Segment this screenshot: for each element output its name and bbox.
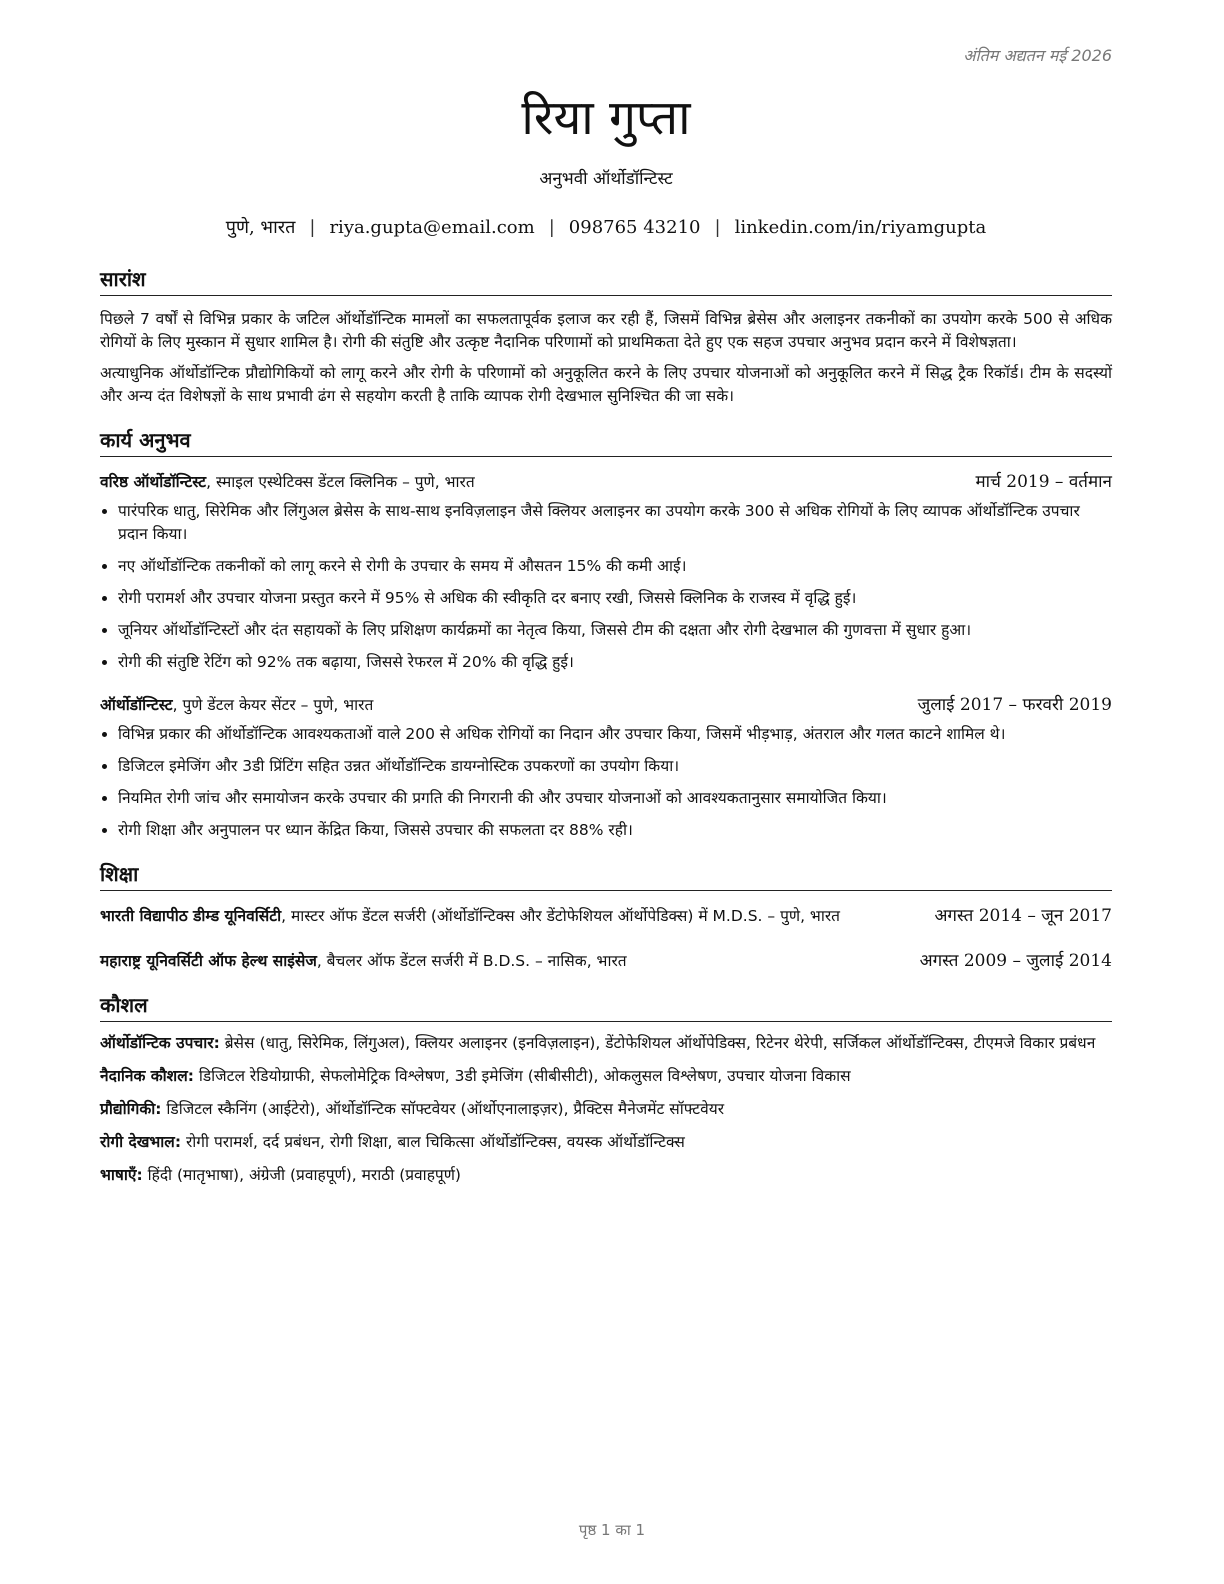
resume-content — [100, 88, 1112, 1187]
skill-value: डिजिटल स्कैनिंग (आईटेरो), ऑर्थोडॉन्टिक सॉफ्टवेयर (ऑर्थोएनालाइज़र), प्रैक्टिस मैनेजमेंट सॉफ्टवेयर — [161, 1100, 725, 1118]
education-school: भारती विद्यापीठ डीम्ड यूनिवर्सिटी — [100, 907, 282, 925]
skill-label: भाषाएँ: — [100, 1166, 143, 1184]
job-org: , पुणे डेंटल केयर सेंटर – पुणे, भारत — [172, 696, 374, 714]
job-bullet: • रोगी परामर्श और उपचार योजना प्रस्तुत करने में 95% से अधिक की स्वीकृति दर बनाए रखी, जिससे क्लिनिक के राजस्व में वृद्धि हुई। — [118, 587, 1112, 610]
contact-phone: 098765 43210 — [568, 217, 701, 238]
education-text — [100, 950, 627, 973]
education-detail: , बैचलर ऑफ डेंटल सर्जरी में B.D.S. – नासिक, भारत — [316, 952, 627, 970]
contact-email[interactable]: riya.gupta@email.com — [329, 217, 535, 238]
skill-label: रोगी देखभाल: — [100, 1133, 182, 1151]
contact-separator: | — [548, 217, 555, 238]
skill-value: रोगी परामर्श, दर्द प्रबंधन, रोगी शिक्षा, बाल चिकित्सा ऑर्थोडॉन्टिक्स, वयस्क ऑर्थोडॉन्टिक्स — [181, 1133, 685, 1151]
skill-value: ब्रेसेस (धातु, सिरेमिक, लिंगुअल), क्लियर अलाइनर (इनविज़लाइन), डेंटोफेशियल ऑर्थोपेडिक्स, रिटेनर थेरेपी, सर्जिकल ऑर्थोडॉन्टिक्स, टीएमजे विकार प्रबंधन — [219, 1034, 1096, 1052]
skill-label: नैदानिक कौशल: — [100, 1067, 194, 1085]
summary-paragraph: अत्याधुनिक ऑर्थोडॉन्टिक प्रौद्योगिकियों को लागू करने और रोगी के परिणामों को अनुकूलित करने के लिए उपचार योजनाओं को अनुकूलित करने में सिद्ध ट्रैक रिकॉर्ड। टीम के सदस्यों और अन्य दंत विशेषज्ञों के साथ प्रभावी ढंग से सहयोग करती है ताकि व्यापक रोगी देखभाल सुनिश्चित की जा सके। — [100, 364, 1112, 405]
experience-heading: कार्य अनुभव — [100, 426, 1112, 457]
job-bullet: • रोगी शिक्षा और अनुपालन पर ध्यान केंद्रित किया, जिससे उपचार की सफलता दर 88% रही। — [118, 819, 1112, 842]
candidate-title: अनुभवी ऑर्थोडॉन्टिस्ट — [539, 169, 673, 189]
skill-label: प्रौद्योगिकी: — [100, 1100, 162, 1118]
skill-line — [100, 1065, 1112, 1088]
contact-location: पुणे, भारत — [225, 217, 296, 238]
education-item — [100, 905, 1112, 928]
candidate-name: रिया गुप्ता — [521, 90, 691, 146]
skills-heading: कौशल — [100, 991, 1112, 1022]
contact-separator: | — [309, 217, 316, 238]
job-title-line — [100, 694, 373, 717]
skill-line — [100, 1032, 1112, 1055]
skill-line — [100, 1098, 1112, 1121]
education-detail: , मास्टर ऑफ डेंटल सर्जरी (ऑर्थोडॉन्टिक्स और डेंटोफेशियल ऑर्थोपेडिक्स) में M.D.S. – पुणे, भारत — [281, 907, 841, 925]
job-bullet: • विभिन्न प्रकार की ऑर्थोडॉन्टिक आवश्यकताओं वाले 200 से अधिक रोगियों का निदान और उपचार किया, जिसमें भीड़भाड़, अंतराल और गलत काटने शामिल थे। — [118, 723, 1112, 746]
education-heading: शिक्षा — [100, 860, 1112, 891]
education-school: महाराष्ट्र यूनिवर्सिटी ऑफ हेल्थ साइंसेज — [100, 952, 317, 970]
job-role: ऑर्थोडॉन्टिस्ट — [100, 696, 173, 714]
job-bullet: • पारंपरिक धातु, सिरेमिक और लिंगुअल ब्रेसेस के साथ-साथ इनविज़लाइन जैसे क्लियर अलाइनर का उपयोग करके 300 से अधिक रोगियों के लिए व्यापक ऑर्थोडॉन्टिक उपचार प्रदान किया। — [118, 500, 1112, 546]
job-bullet: • रोगी की संतुष्टि रेटिंग को 92% तक बढ़ाया, जिससे रेफरल में 20% की वृद्धि हुई। — [118, 651, 1112, 674]
skill-label: ऑर्थोडॉन्टिक उपचार: — [100, 1034, 220, 1052]
education-text — [100, 905, 840, 928]
summary-paragraph: पिछले 7 वर्षों से विभिन्न प्रकार के जटिल ऑर्थोडॉन्टिक मामलों का सफलतापूर्वक इलाज कर रही हैं, जिसमें विभिन्न ब्रेसेस और अलाइनर तकनीकों का उपयोग करके 500 से अधिक रोगियों के लिए मुस्कान में सुधार शामिल है। रोगी की संतुष्टि और उत्कृष्ट नैदानिक परिणामों को प्राथमिकता देते हुए एक सहज उपचार अनुभव प्रदान करने में विशेषज्ञता। — [100, 310, 1112, 351]
education-item — [100, 950, 1112, 973]
job-bullet: • नए ऑर्थोडॉन्टिक तकनीकों को लागू करने से रोगी के उपचार के समय में औसतन 15% की कमी आई। — [118, 555, 1112, 578]
skill-value: हिंदी (मातृभाषा), अंग्रेजी (प्रवाहपूर्ण), मराठी (प्रवाहपूर्ण) — [142, 1166, 461, 1184]
last-updated: अंतिम अद्यतन मई 2026 — [963, 46, 1112, 65]
job-bullets — [100, 723, 1112, 842]
skill-value: डिजिटल रेडियोग्राफी, सेफलोमेट्रिक विश्लेषण, 3डी इमेजिंग (सीबीसीटी), ओकलुसल विश्लेषण, उपचार योजना विकास — [193, 1067, 851, 1085]
job-bullets — [100, 500, 1112, 674]
contact-linkedin[interactable]: linkedin.com/in/riyamgupta — [734, 217, 987, 238]
skill-line — [100, 1164, 1112, 1187]
education-dates: अगस्त 2009 – जुलाई 2014 — [919, 951, 1112, 971]
contact-line — [100, 215, 1112, 239]
job-title-line — [100, 471, 475, 494]
job-dates: जुलाई 2017 – फरवरी 2019 — [917, 695, 1112, 715]
job-bullet: • नियमित रोगी जांच और समायोजन करके उपचार की प्रगति की निगरानी की और उपचार योजनाओं को आवश्यकतानुसार समायोजित किया। — [118, 787, 1112, 810]
education-dates: अगस्त 2014 – जून 2017 — [934, 906, 1112, 926]
job-bullet: • जूनियर ऑर्थोडॉन्टिस्टों और दंत सहायकों के लिए प्रशिक्षण कार्यक्रमों का नेतृत्व किया, जिससे टीम की दक्षता और रोगी देखभाल की गुणवत्ता में सुधार हुआ। — [118, 619, 1112, 642]
contact-separator: | — [714, 217, 721, 238]
job-header — [100, 471, 1112, 494]
skill-line — [100, 1131, 1112, 1154]
summary-heading: सारांश — [100, 265, 1112, 296]
job-bullet: • डिजिटल इमेजिंग और 3डी प्रिंटिंग सहित उन्नत ऑर्थोडॉन्टिक डायग्नोस्टिक उपकरणों का उपयोग किया। — [118, 755, 1112, 778]
job-header — [100, 694, 1112, 717]
job-org: , स्माइल एस्थेटिक्स डेंटल क्लिनिक – पुणे, भारत — [206, 473, 475, 491]
job-dates: मार्च 2019 – वर्तमान — [975, 472, 1112, 492]
page-number: पृष्ठ 1 का 1 — [578, 1521, 646, 1539]
job-role: वरिष्ठ ऑर्थोडॉन्टिस्ट — [100, 473, 207, 491]
